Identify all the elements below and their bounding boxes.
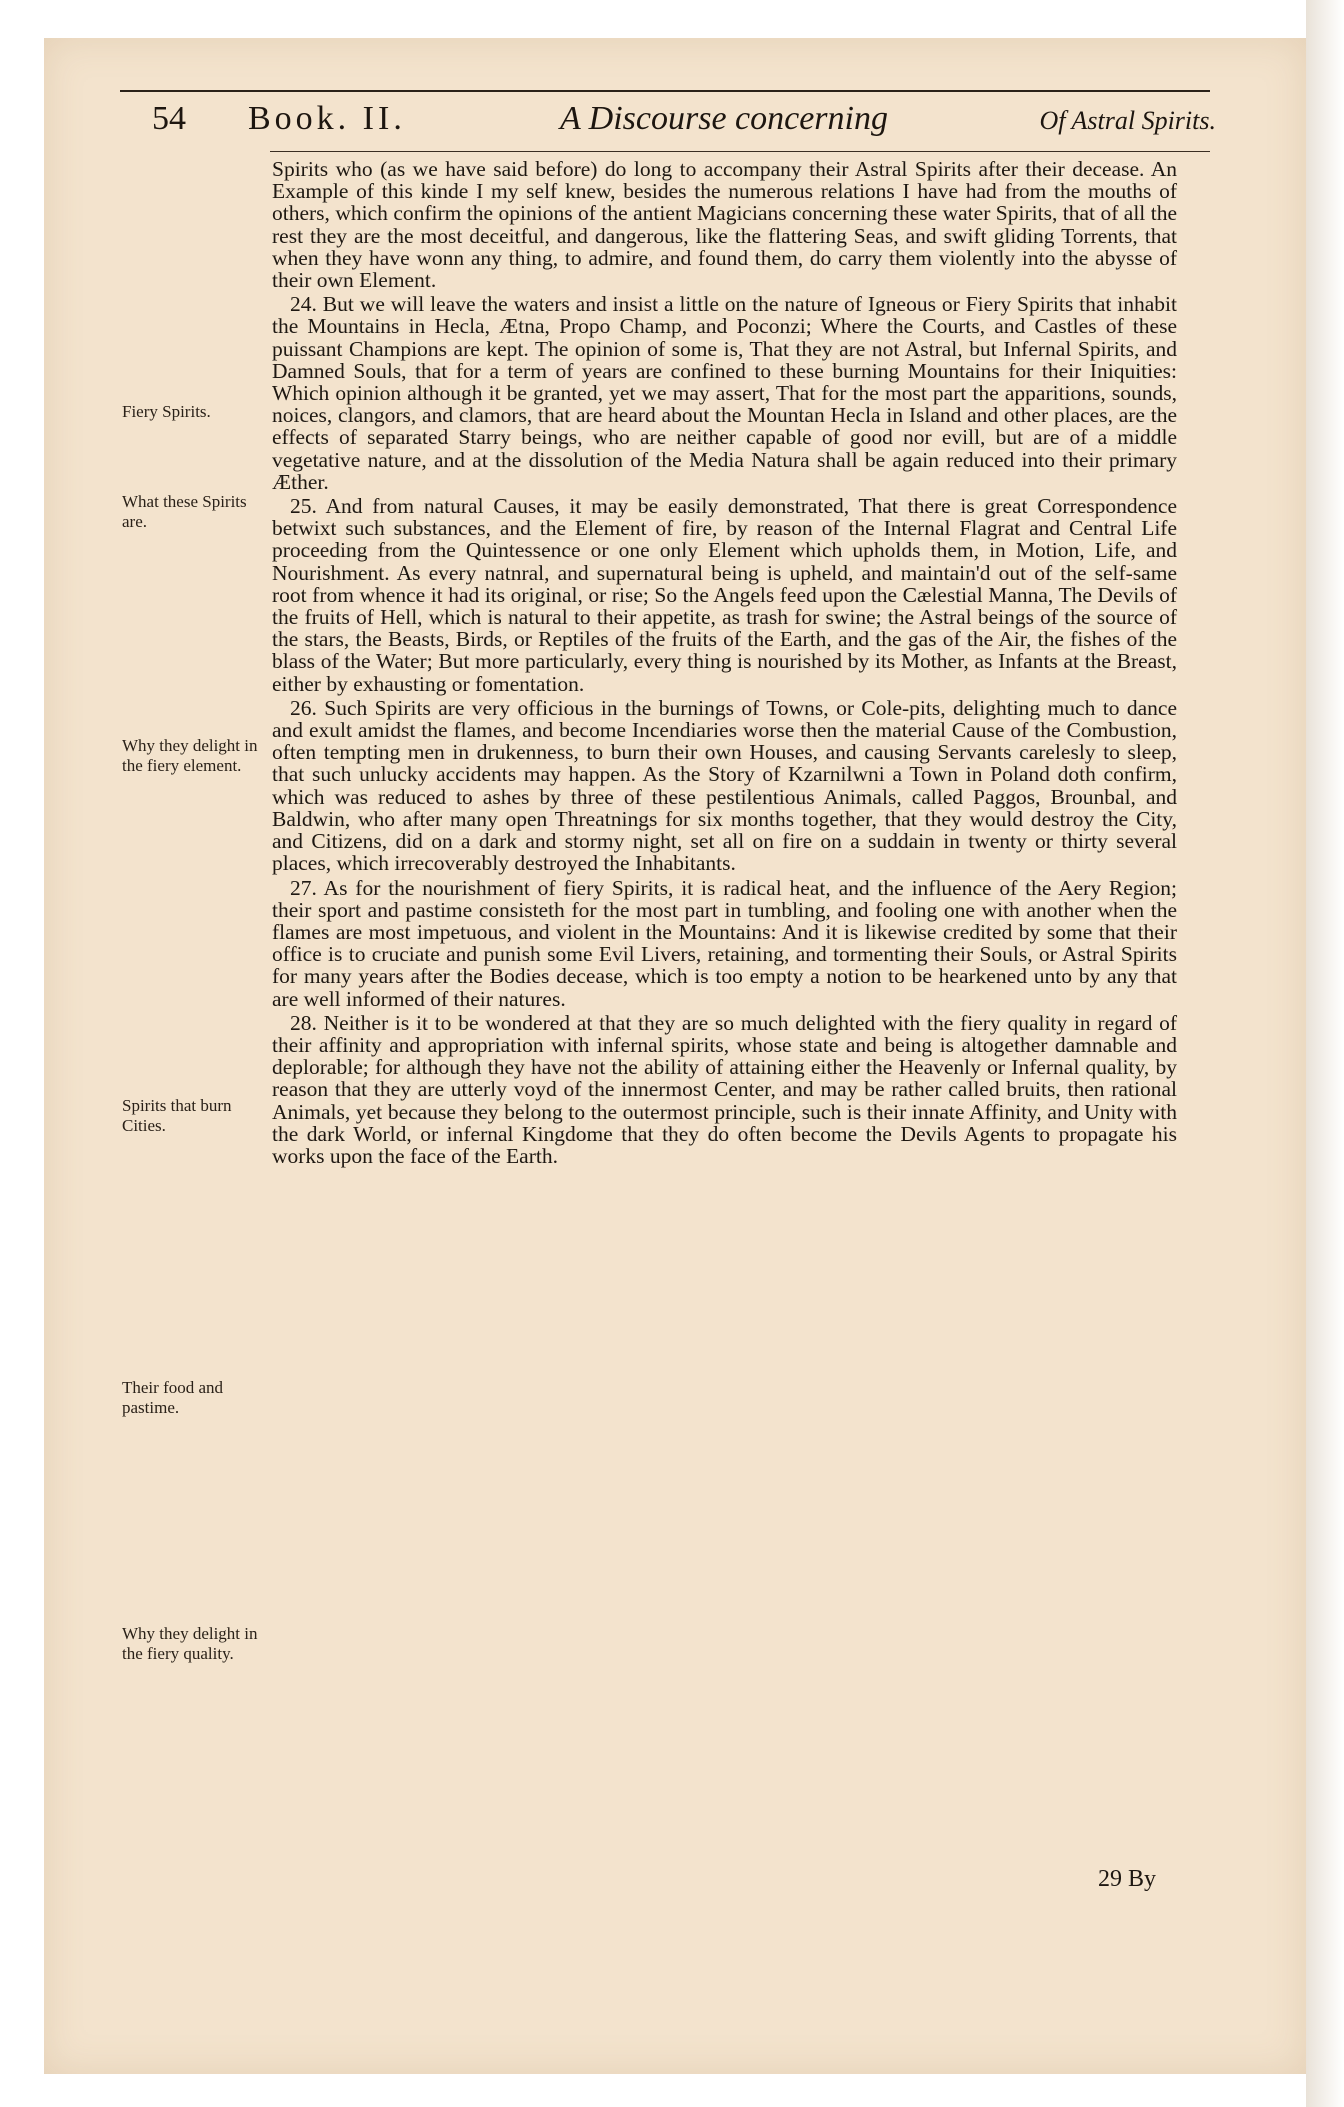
page-title: A Discourse concerning (560, 100, 888, 137)
page-header (150, 98, 1220, 148)
margin-note: Why they delight in the fiery element. (122, 736, 258, 775)
page-number: 54 (152, 100, 186, 137)
margin-note: Fiery Spirits. (122, 402, 211, 421)
catchword: 29 By (1098, 1866, 1157, 1892)
paragraph: 24. But we will leave the waters and insist a little on the nature of Igneous or Fiery Spirits that inhabit the Mountains in Hecla, Ætna, Propo Champ, and Poconzi; Where the Courts, and Castles of these puissant Champions are kept. The opinion of some is, That they are not Astral, but Infernal Spirits, and Damned Souls, that for a term of years are confined to these burning Mountains for their Iniquities: Which opinion although it be granted, yet we may assert, That for the most part the apparitions, sounds, noices, clangors, and clamors, that are heard about the Mountan Hecla in Island and other places, are the effects of separated Starry beings, who are neither capable of good nor evill, but are of a middle vegetative nature, and at the dissolution of the Media Natura shall be again reduced into their primary Æther. (272, 292, 1177, 494)
margin-note: Spirits that burn Cities. (122, 1096, 232, 1135)
book-label: Book. II. (248, 100, 406, 137)
paragraph: 28. Neither is it to be wondered at that they are so much delighted with the fiery quality in regard of their affinity and appropriation with infernal spirits, whose state and being is altogether damnable and deplorable; for although they have not the ability of attaining either the Heavenly or Infernal quality, by reason that they are utterly voyd of the innermost Center, and may be rather called bruits, then rational Animals, yet because they belong to the outermost principle, such is their innate Affinity, and Unity with the dark World, or infernal Kingdome that they do often become the Devils Agents to propagate his works upon the face of the Earth. (272, 1010, 1177, 1168)
margin-note: What these Spirits are. (122, 492, 247, 531)
top-rule (120, 90, 1210, 92)
paragraph: 26. Such Spirits are very officious in the burnings of Towns, or Cole-pits, delighting much to dance and exult amidst the flames, and become Incendiaries worse then the material Cause of the Combustion, often tempting men in drukenness, to burn their own Houses, and causing Servants carelesly to sleep, that such unlucky accidents may happen. As the Story of Kzarnilwni a Town in Poland doth confirm, which was reduced to ashes by three of these pestilentious Animals, called Paggos, Brounbal, and Baldwin, who after many open Threatnings for six months together, that they would destroy the City, and Citizens, did on a dark and stormy night, set all on fire on a suddain in twenty or thirty several places, which irrecoverably destroyed the Inhabitants. (272, 695, 1177, 876)
margin-note: Their food and pastime. (122, 1378, 224, 1417)
page-edge (1306, 0, 1344, 2107)
paragraph: Spirits who (as we have said before) do long to accompany their Astral Spirits after their decease. An Example of this kinde I my self knew, besides the numerous relations I have had from the mouths of others, which confirm the opinions of the antient Magicians concerning these water Spirits, that of all the rest they are the most deceitful, and dangerous, like the flattering Seas, and swift gliding Torrents, that when they have wonn any thing, to admire, and found them, do carry them violently into the abysse of their own Element. (272, 157, 1177, 293)
paragraph: 27. As for the nourishment of fiery Spirits, it is radical heat, and the influence of the Aery Region; their sport and pastime consisteth for the most part in tumbling, and fooling one with another when the flames are most impetuous, and violent in the Mountains: And it is likewise credited by some that their office is to cruciate and punish some Evil Livers, retaining, and tormenting their Souls, or Astral Spirits for many years after the Bodies decease, which is too empty a notion to be hearkened unto by any that are well informed of their natures. (272, 875, 1177, 1011)
paragraph: 25. And from natural Causes, it may be easily demonstrated, That there is great Correspondence betwixt such substances, and the Element of fire, by reason of the Internal Flagrat and Central Life proceeding from the Quintessence or one only Element which upholds them, in Motion, Life, and Nourishment. As every natnral, and supernatural being is upheld, and maintain'd out of the self-same root from whence it had its original, or rise; So the Angels feed upon the Cælestial Manna, The Devils of the fruits of Hell, which is natural to their appetite, as trash for swine; the Astral beings of the source of the stars, the Beasts, Birds, or Reptiles of the fruits of the Earth, and the gas of the Air, the fishes of the blass of the Water; But more particularly, every thing is nourished by its Mother, as Infants at the Breast, either by exhausting or fomentation. (272, 494, 1177, 696)
running-head: Of Astral Spirits. (1039, 106, 1216, 135)
body-text (272, 158, 1177, 1167)
margin-note: Why they delight in the fiery quality. (122, 1624, 258, 1663)
header-rule (270, 151, 1210, 152)
